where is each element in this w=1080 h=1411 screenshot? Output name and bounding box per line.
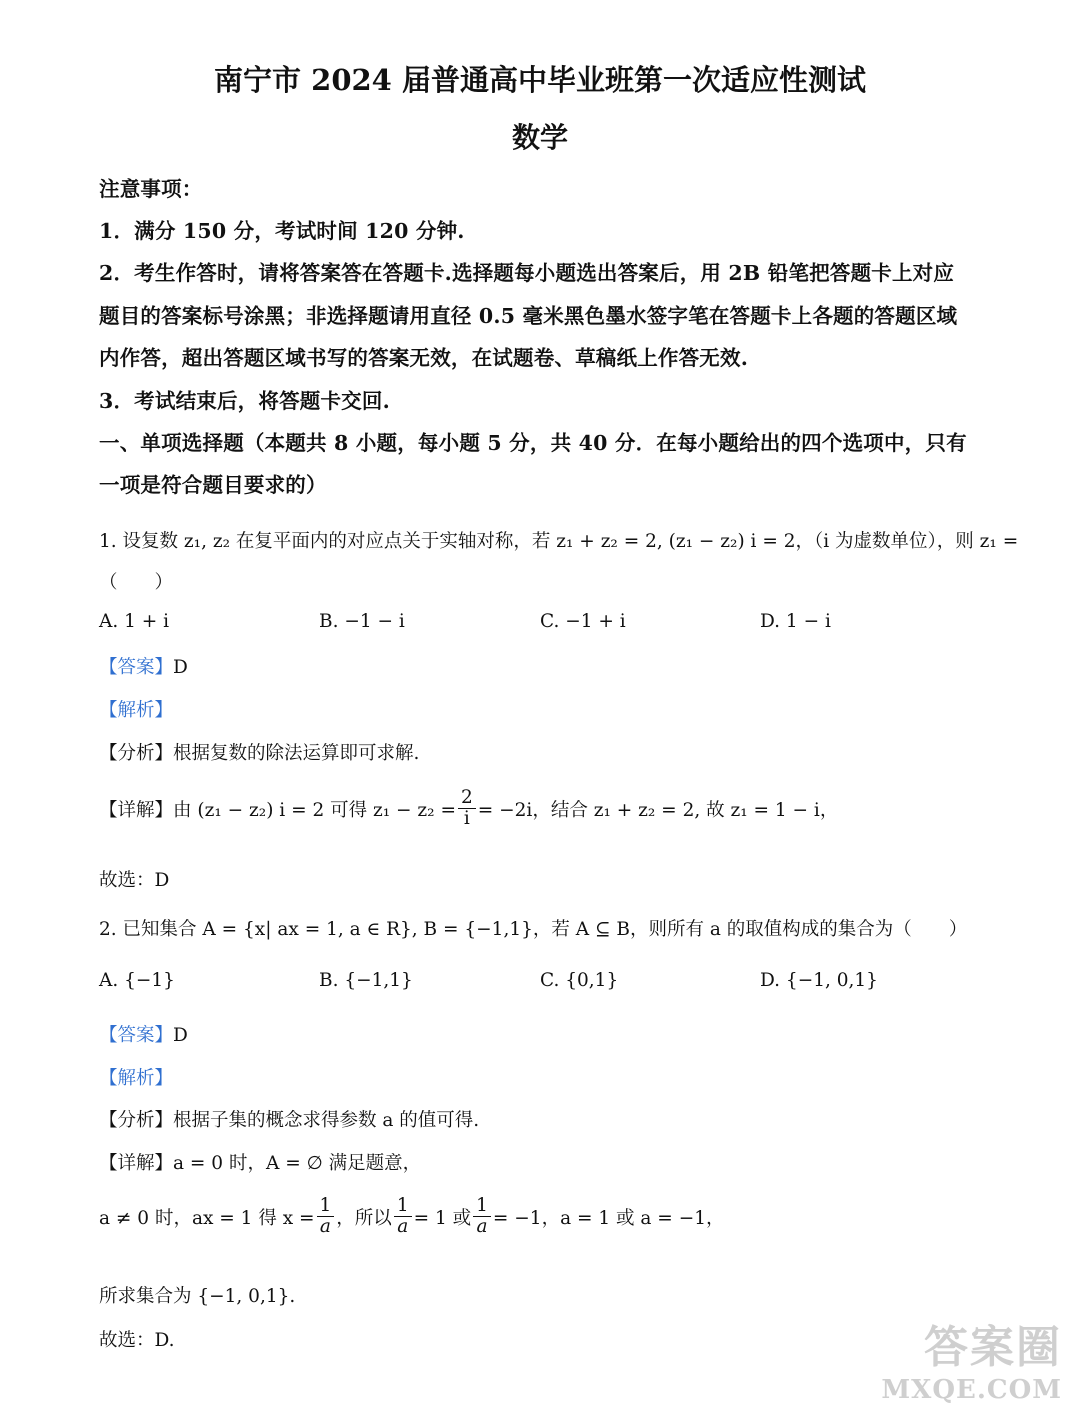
- question-2-stem: 2. 已知集合 A = {x| ax = 1, a ∈ R}, B = {−1,1}，若 A ⊆ B，则所有 a 的取值构成的集合为（ ）: [99, 919, 968, 940]
- fraction-numerator: 2: [458, 788, 476, 809]
- notice-heading: 注意事项：: [99, 177, 203, 201]
- fraction-denominator: a: [319, 1216, 331, 1238]
- analysis-text: 根据复数的除法运算即可求解.: [173, 743, 420, 764]
- fraction-1-over-a: [317, 1196, 335, 1238]
- question-2-answer: [99, 1021, 188, 1047]
- watermark-top: 答案圈: [924, 1322, 1062, 1373]
- fraction-numerator: 1: [317, 1196, 335, 1217]
- question-1-conclusion: 故选：D: [99, 870, 170, 891]
- question-1-option-c: C. −1 + i: [540, 611, 626, 632]
- question-1-answer: [99, 653, 188, 679]
- notice-item-1: 1．满分 150 分，考试时间 120 分钟.: [99, 219, 465, 243]
- fraction-denominator: i: [463, 808, 470, 830]
- question-2-option-b: B. {−1,1}: [319, 970, 413, 991]
- detail-text-a: 由 (z₁ − z₂) i = 2 可得 z₁ − z₂ =: [173, 799, 456, 821]
- detail-text-a: a ≠ 0 时，ax = 1 得 x =: [99, 1207, 315, 1229]
- subject-title: 数学: [511, 121, 568, 154]
- notice-item-2-line-2: 题目的答案标号涂黑；非选择题请用直径 0.5 毫米黑色墨水签字笔在答题卡上各题的答题区域: [99, 304, 958, 328]
- analysis-tag: 【分析】: [99, 1110, 174, 1131]
- fraction-2-over-i: [458, 788, 476, 830]
- question-1-paren: （ ）: [99, 572, 174, 593]
- question-1-stem: 1. 设复数 z₁, z₂ 在复平面内的对应点关于实轴对称，若 z₁ + z₂ = 2, (z₁ − z₂) i = 2，（i 为虚数单位），则 z₁ =: [99, 531, 1019, 552]
- question-2-option-d: D. {−1, 0,1}: [760, 970, 878, 991]
- detail-text-d: = −1，a = 1 或 a = −1，: [492, 1207, 725, 1229]
- fraction-1-over-a: [473, 1196, 491, 1238]
- notice-item-2-line-3: 内作答，超出答题区域书写的答案无效，在试题卷、草稿纸上作答无效.: [99, 346, 749, 370]
- section-1-line-1: 一、单项选择题（本题共 8 小题，每小题 5 分，共 40 分．在每小题给出的四个选项中，只有: [99, 431, 967, 455]
- question-2-detail-line-2: [99, 1196, 724, 1238]
- fraction-denominator: a: [397, 1216, 409, 1238]
- detail-text-b: = −2i，结合 z₁ + z₂ = 2, 故 z₁ = 1 − i，: [477, 799, 839, 821]
- question-2-option-c: C. {0,1}: [540, 970, 619, 991]
- notice-item-3: 3．考试结束后，将答题卡交回.: [99, 389, 390, 413]
- question-1-option-a: A. 1 + i: [99, 611, 170, 632]
- section-1-line-2: 一项是符合题目要求的）: [99, 473, 327, 497]
- analysis-tag: 【分析】: [99, 743, 174, 764]
- fraction-numerator: 1: [394, 1196, 412, 1217]
- answer-value: D: [173, 657, 188, 678]
- notice-item-2-line-1: 2．考生作答时，请将答案答在答题卡.选择题每小题选出答案后，用 2B 铅笔把答题卡上对应: [99, 261, 955, 285]
- watermark-logo: [881, 1311, 1062, 1405]
- question-2-jiexi-tag: 【解析】: [99, 1068, 174, 1089]
- fraction-numerator: 1: [473, 1196, 491, 1217]
- analysis-text: 根据子集的概念求得参数 a 的值可得.: [173, 1110, 480, 1131]
- detail-text: a = 0 时，A = ∅ 满足题意，: [173, 1153, 422, 1174]
- fraction-1-over-a: [394, 1196, 412, 1238]
- detail-tag: 【详解】: [99, 799, 174, 821]
- question-2-result: 所求集合为 {−1, 0,1}.: [99, 1286, 296, 1307]
- watermark-bottom: MXQE.COM: [881, 1375, 1062, 1405]
- answer-tag: 【答案】: [99, 1025, 174, 1046]
- question-1-analysis: [99, 739, 419, 765]
- detail-text-c: = 1 或: [413, 1207, 472, 1229]
- answer-value: D: [173, 1025, 188, 1046]
- question-2-analysis: [99, 1106, 479, 1132]
- detail-tag: 【详解】: [99, 1153, 174, 1174]
- question-1-option-d: D. 1 − i: [760, 611, 831, 632]
- fraction-denominator: a: [476, 1216, 488, 1238]
- question-2-conclusion: 故选：D.: [99, 1330, 175, 1351]
- question-2-option-a: A. {−1}: [99, 970, 175, 991]
- answer-tag: 【答案】: [99, 657, 174, 678]
- question-1-option-b: B. −1 − i: [319, 611, 405, 632]
- exam-title: 南宁市 2024 届普通高中毕业班第一次适应性测试: [214, 63, 866, 97]
- question-1-detail: [99, 788, 838, 830]
- question-1-jiexi-tag: 【解析】: [99, 700, 174, 721]
- question-2-detail-line-1: [99, 1149, 421, 1175]
- detail-text-b: ，所以: [336, 1207, 392, 1229]
